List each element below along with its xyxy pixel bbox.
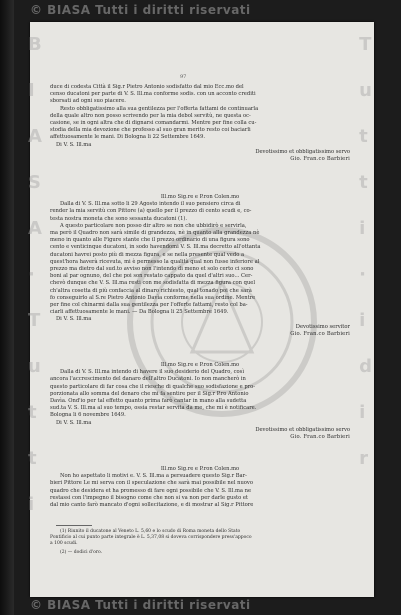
footnote-line: a 100 scudi. [50, 541, 78, 546]
letter-3-line: Bologna li 6 novembre 1649. [50, 412, 126, 419]
letter-2-salutation: Di V. S. Ill.ma [56, 316, 92, 323]
letter-4-address: Ill.mo Sig.re e P.ron Colen.mo [160, 466, 240, 472]
letter-2-line: prezzo ma dietro dal sud.to avviso non l'intendo di meno et solo certo ci sono [50, 266, 254, 273]
letter-1-line: duce di codesta Città il Sig.r Pietro Antonio sodisfatto dal mio Ecc.mo del [50, 84, 244, 90]
letter-3-line: sud.ta V. S. Ill.ma al suo tempo, ossia restar servita da me, che mi è notificare. [50, 405, 257, 412]
letter-2-line: ducatoni havrei posto più di mezza figura, e se nella presente qual vedo a [50, 251, 245, 258]
letter-1-signature: Gio. Fran.co Barbieri [290, 156, 350, 163]
watermark-top: © BIASA Tutti i diritti riservati [30, 3, 251, 17]
letter-1-closing: Devotissimo et obbligatissimo servo [255, 148, 350, 155]
letter-4-line: quadro che desidera et ha promesso di fare ogni possibile che V. S. Ill.ma ne [50, 487, 252, 494]
letter-2-line: testa nostra moneta che sono sessanta ducatoni (1). [50, 215, 188, 222]
letter-3-line: questo particolare di far cosa che il riesche di qualche suo sodisfazione e pro- [50, 383, 256, 390]
letter-1-line: censo ducatoni per parte di V. S. Ill.ma conforme sodis. con un acconto crediti [50, 91, 256, 98]
letter-3-address: Ill.mo Sig.re e P.ron Colen.mo [160, 362, 240, 368]
letter-3-signature: Gio. Fran.co Barbieri [290, 434, 350, 441]
letter-2-line: ma però il Quadro non sarà simile di grandezza, nè in quanto alla grandezza nè [50, 230, 260, 237]
letter-1-line: Resto obbligatissimo alla sua gentilezza per l'offerta fattami de continuarla [60, 105, 259, 112]
document-page [30, 22, 374, 597]
footnote-line: (1) Riunito il ducatone al Veneto L. 5,60 e lo scudo di Roma moneta dello Stato [60, 529, 241, 534]
watermark-bottom: © BIASA Tutti i diritti riservati [30, 598, 251, 612]
letter-1 [50, 84, 350, 163]
page-number: 97 [180, 74, 187, 80]
letter-2-line: boni al par ognuno, del che poi son restato cappato da quel d'altri suo... Cer- [50, 273, 253, 280]
letter-2-line: render la mia servitù con Pittore (a) quello per il prezzo di cento scudi e, co- [50, 208, 252, 215]
letter-2-line: quest'hora haverà ricevuta, mi è permesso la qualità qual non fusse inferiore al [50, 258, 260, 265]
letter-2-signature: Gio. Fran.co Barbieri [290, 330, 350, 337]
watermark-left: B I A S A · T u t t i [28, 34, 42, 515]
letter-4-line: restassi con l'impegno il bisogno come che non si va non per darle gusto et [50, 494, 249, 501]
letter-3-line: Dalla di V. S. Ill.ma intendo di havere il suo desiderio del Quadro, così [60, 369, 244, 376]
letter-2-address: Ill.mo Sig.re e P.ron Colen.mo [160, 194, 240, 200]
letter-1-line: affettuosamente le mani. Di Bologna li 22 Settembre 1649. [50, 134, 206, 141]
letter-4-line: dal mio canto farò mancato d'ogni sollecitazione, e di mostrar al Sig.r Pittore [50, 502, 254, 509]
letter-4-line: bieri Pittore Le mi serva con il speculazione che sarà mai possibile nel nuovo [50, 480, 253, 487]
letter-2-closing: Devotissimo servitor [295, 323, 350, 330]
letter-1-line: casione, se in ogni altra che di dignarsi comandarmi. Mentre per fine colla cu- [50, 120, 257, 127]
letter-4 [50, 466, 350, 509]
letter-2-line: ciarli affettuosamente le mani. — Da Bologna li 25 Settembre 1649. [50, 309, 229, 316]
letter-2-line: meno in quanto alle Figure stante che il prezzo ordinario di una figura sono [50, 237, 250, 244]
page-gutter [0, 0, 14, 615]
letter-3 [50, 362, 350, 441]
letter-2-line: per fine col chinarmi dalla sua gentilezza per l'offerte fattami, resto col ba- [50, 302, 248, 309]
footnote-rule [56, 525, 92, 526]
letter-1-salutation: Di V. S. Ill.ma [56, 141, 92, 148]
letter-3-line: ancora l'accrescimento del danaro dell'altro Ducatoni. Io non mancherò in [50, 376, 246, 383]
letter-3-line: porzionata allo somma del denaro che mi fa sentire per il Sig.r P.ro Antonio [50, 390, 249, 397]
watermark-right: T u t t i · i d i r [359, 34, 372, 469]
footnote-line: (2) — dodici d'oro. [60, 550, 103, 555]
letter-2-line: ch'altra cosetta di più confaccia al dinaro richiesto, qual tonado poi che sarà [50, 287, 252, 294]
letter-1-line: della quale altro non posso scrivendo per la mia debol servitù, ne questa oc- [50, 112, 251, 119]
letter-1-line: sborsati ad ogni suo piacere. [50, 98, 126, 105]
letter-2-line: chevò dunque che V. S. Ill.ma resti con me sodisfatta di mezza figura con quel [50, 280, 256, 287]
footnotes [50, 522, 350, 556]
footnote-line: Pontificio al cui punto parte integrale è L. 5,37,08 si doveva corrispondere press'appoco [50, 535, 252, 540]
letter-3-salutation: Di V. S. Ill.ma [56, 419, 92, 426]
letter-4-line: Non ho aspettato li motivi e. V. S. Ill.ma a persuadere questo Sig.r Bar- [60, 473, 247, 480]
letter-2-line: Dalla di V. S. Ill.ma sotto li 29 Agosto intendo il suo pensiero circa di [60, 201, 241, 208]
letter-2 [50, 194, 350, 338]
letter-2-line: A questo particolare non posso dir altro se non che ubbidirò e servirla, [60, 222, 247, 229]
letter-3-line: Davìa. Ond'io per tal effetto quanto prima farò cantar in mano alla sudetta [50, 398, 247, 405]
letter-2-line: cento e venticinque ducatoni, in sodo havendomi V. S. Ill.ma decretto all'ottanta [50, 244, 261, 251]
letter-1-line: stodia della mia devozione che professo al suo gran merito resto coi baciarli [50, 127, 251, 134]
letter-3-closing: Devotissimo et obbligatissimo servo [255, 426, 350, 433]
letter-2-line: fo conseguirlo al S.re Pietro Antonio Davìa conforme nella sua ordine. Mentre [50, 294, 256, 301]
